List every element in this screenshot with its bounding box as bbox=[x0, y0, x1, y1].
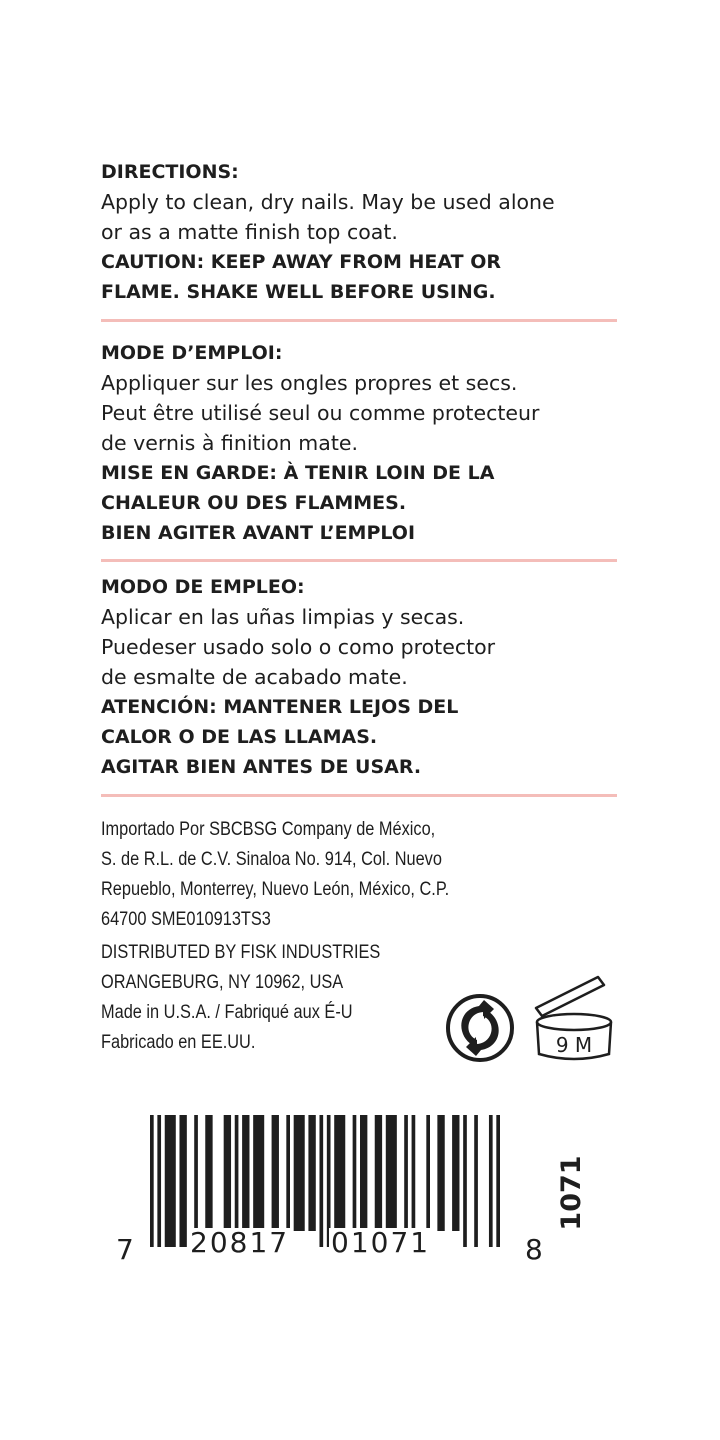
barcode-bar bbox=[224, 1115, 231, 1231]
barcode-bar bbox=[375, 1115, 382, 1231]
barcode-bar bbox=[286, 1115, 290, 1231]
importer-line: Importado Por SBCBSG Company de México, bbox=[101, 819, 436, 840]
barcode-bar bbox=[235, 1115, 239, 1231]
distributor-block bbox=[101, 938, 380, 1058]
directions-caution-line: CAUTION: KEEP AWAY FROM HEAT OR bbox=[101, 251, 501, 273]
barcode-bar bbox=[412, 1115, 416, 1231]
spanish-caution-line: ATENCIÓN: MANTENER LEJOS DEL bbox=[101, 696, 459, 718]
spanish-caution-line: AGITAR BIEN ANTES DE USAR. bbox=[101, 756, 422, 778]
spanish-caution-line: CALOR O DE LAS LLAMAS. bbox=[101, 726, 378, 748]
divider bbox=[101, 319, 617, 322]
directions-body-line: Apply to clean, dry nails. May be used alone bbox=[101, 190, 555, 214]
french-caution-line: CHALEUR OU DES FLAMMES. bbox=[101, 492, 407, 514]
barcode-bar bbox=[205, 1115, 212, 1231]
french-caution-line: MISE EN GARDE: À TENIR LOIN DE LA bbox=[101, 462, 495, 484]
pao-label: 9 M bbox=[555, 1033, 593, 1057]
barcode-bar bbox=[474, 1115, 478, 1247]
barcode-bar bbox=[157, 1115, 161, 1247]
barcode-bar bbox=[334, 1115, 345, 1231]
french-caution-line: BIEN AGITER AVANT L’EMPLOI bbox=[101, 522, 416, 544]
barcode-bar bbox=[426, 1115, 430, 1231]
directions-caution-line: FLAME. SHAKE WELL BEFORE USING. bbox=[101, 281, 496, 303]
barcode-bar bbox=[437, 1115, 444, 1231]
barcode-left-group: 20817 bbox=[190, 1226, 290, 1259]
importer-line: Repueblo, Monterrey, Nuevo León, México, C.P. bbox=[101, 879, 450, 900]
barcode-bar bbox=[452, 1115, 459, 1231]
directions-heading: DIRECTIONS: bbox=[101, 161, 239, 183]
spanish-heading: MODO DE EMPLEO: bbox=[101, 576, 305, 598]
french-body-line: de vernis à finition mate. bbox=[101, 431, 359, 455]
directions-body-line: or as a matte finish top coat. bbox=[101, 220, 398, 244]
barcode-bar bbox=[253, 1115, 264, 1231]
importer-block bbox=[101, 815, 449, 935]
barcode-bar bbox=[353, 1115, 357, 1231]
barcode-bar bbox=[319, 1115, 323, 1247]
importer-line: 64700 SME010913TS3 bbox=[101, 909, 271, 930]
barcode-bar bbox=[404, 1115, 408, 1231]
divider bbox=[101, 559, 617, 562]
barcode-bar bbox=[272, 1115, 279, 1231]
barcode-bar bbox=[308, 1115, 315, 1231]
barcode-right-group: 01071 bbox=[331, 1226, 431, 1259]
directions-section bbox=[101, 157, 621, 307]
barcode-check-digit: 8 bbox=[525, 1233, 543, 1266]
importer-line: S. de R.L. de C.V. Sinaloa No. 914, Col. Nuevo bbox=[101, 849, 442, 870]
side-code: 1071 bbox=[556, 1155, 587, 1231]
spanish-body-line: de esmalte de acabado mate. bbox=[101, 665, 408, 689]
barcode-bar bbox=[496, 1115, 500, 1247]
barcode-bar bbox=[294, 1115, 305, 1231]
distributor-line: Made in U.S.A. / Fabriqué aux É-U bbox=[101, 1002, 353, 1023]
barcode-bar bbox=[179, 1115, 186, 1247]
barcode-bar bbox=[150, 1115, 154, 1247]
distributor-line: Fabricado en EE.UU. bbox=[101, 1032, 256, 1053]
barcode-first-digit: 7 bbox=[116, 1233, 134, 1266]
french-heading: MODE D’EMPLOI: bbox=[101, 342, 283, 364]
barcode-bar bbox=[489, 1115, 493, 1247]
divider bbox=[101, 794, 617, 797]
distributor-line: ORANGEBURG, NY 10962, USA bbox=[101, 972, 344, 993]
barcode-bar bbox=[463, 1115, 467, 1247]
barcode-bar bbox=[165, 1115, 176, 1247]
barcode-bar bbox=[242, 1115, 249, 1231]
spanish-section bbox=[101, 572, 621, 782]
distributor-line: DISTRIBUTED BY FISK INDUSTRIES bbox=[101, 942, 381, 963]
spanish-body-line: Aplicar en las uñas limpias y secas. bbox=[101, 605, 465, 629]
french-section bbox=[101, 338, 621, 548]
french-body-line: Peut être utilisé seul ou comme protecteur bbox=[101, 401, 540, 425]
french-body-line: Appliquer sur les ongles propres et secs. bbox=[101, 371, 518, 395]
barcode-bar bbox=[194, 1115, 198, 1231]
spanish-body-line: Puedeser usado solo o como protector bbox=[101, 635, 496, 659]
green-dot-icon bbox=[444, 992, 516, 1064]
barcode-bar bbox=[386, 1115, 397, 1231]
barcode-bar bbox=[360, 1115, 367, 1231]
